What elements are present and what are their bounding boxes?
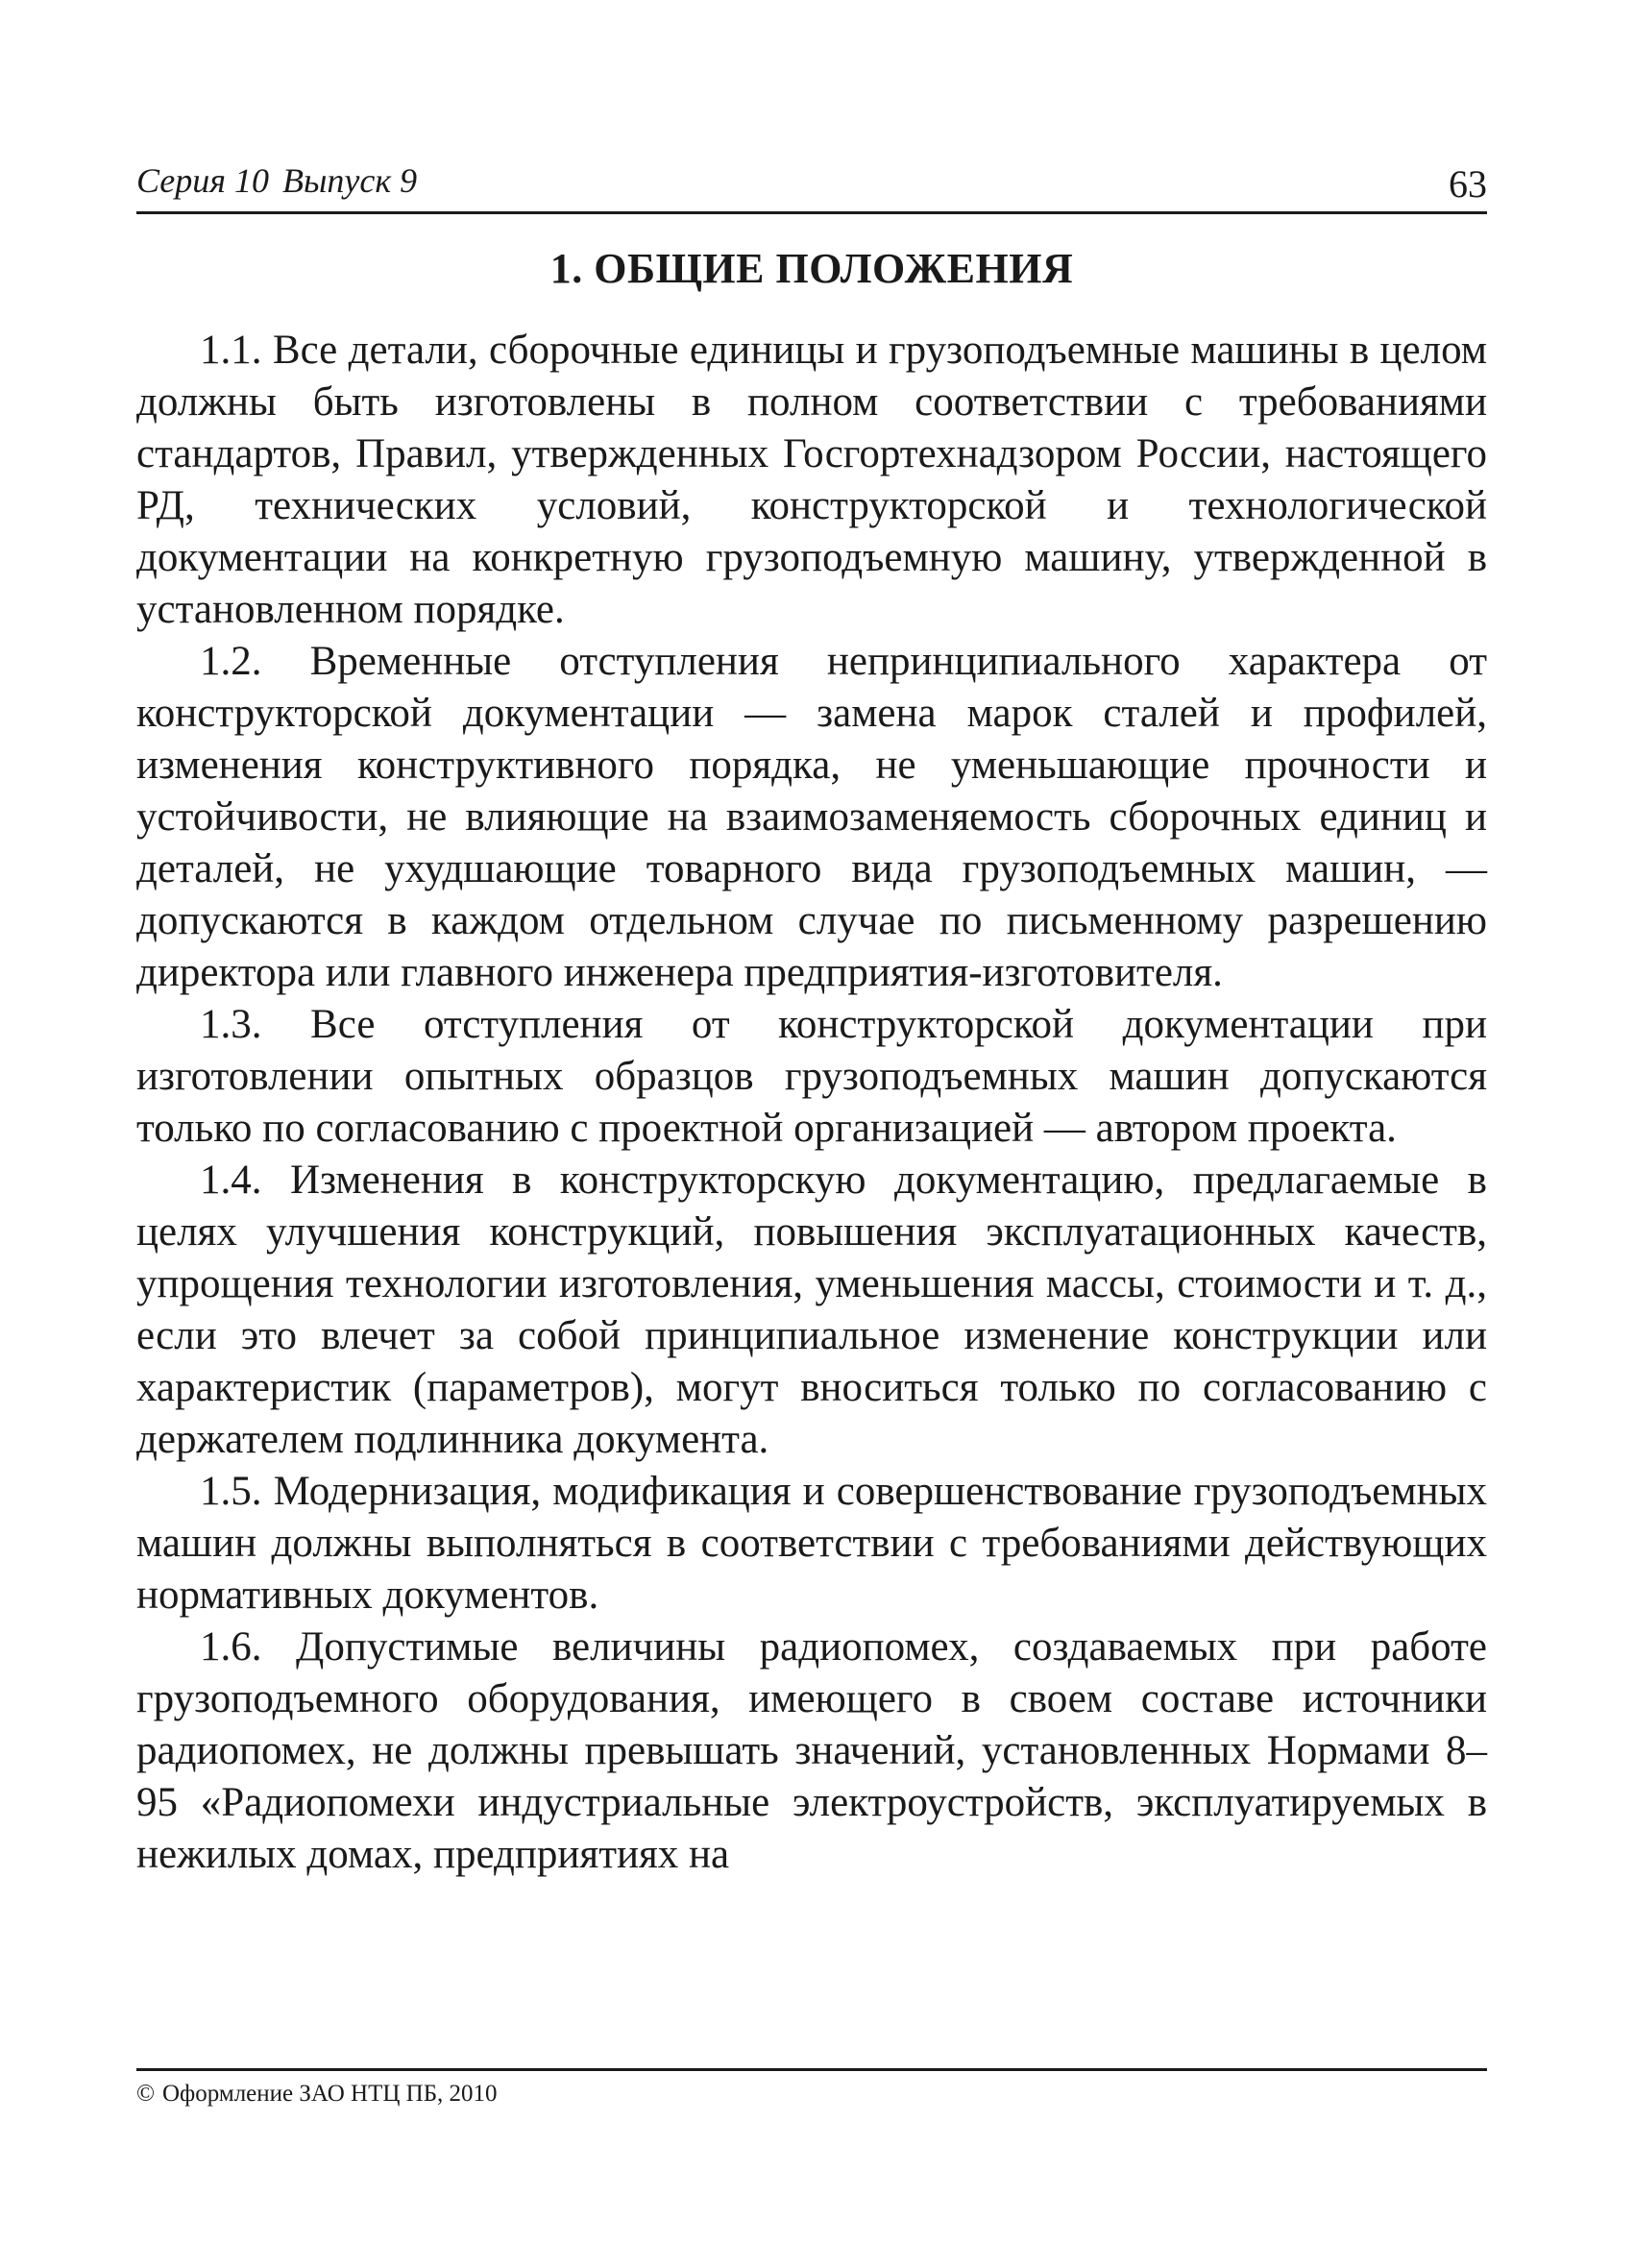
paragraph-1-6: 1.6. Допустимые величины радиопомех, создаваемых при работе грузоподъемного оборудования, имеющего в своем составе источники радиопомех, не должны превышать значений, установленных Нормами 8–95 «Радиопомехи индустриальные электроустройств, эксплуатируемых в нежилых домах, предприятиях на (136, 1624, 1487, 1877)
header-divider (136, 211, 1487, 214)
paragraph-1-5: 1.5. Модернизация, модификация и совершенствование грузоподъемных машин должны выполняться в соответствии с требованиями действующих нормативных документов. (136, 1469, 1487, 1618)
section-title: 1. ОБЩИЕ ПОЛОЖЕНИЯ (549, 245, 1074, 292)
paragraph-1-4: 1.4. Изменения в конструкторскую документацию, предлагаемые в целях улучшения конструкций, повышения эксплуатационных качеств, упрощения технологии изготовления, уменьшения массы, стоимости и т. д., если это влечет за собой принципиальное изменение конструкции или характеристик (параметров), могут вноситься только по согласованию с держателем подлинника документа. (136, 1158, 1487, 1462)
paragraph-1-3: 1.3. Все отступления от конструкторской документации при изготовлении опытных образцов грузоподъемных машин допускаются только по согласованию с проектной организацией — автором проекта. (136, 1002, 1487, 1151)
footer-divider (136, 2068, 1487, 2071)
paragraph-1-2: 1.2. Временные отступления непринципиального характера от конструкторской документации — замена марок сталей и профилей, изменения конструктивного порядка, не уменьшающие прочности и устойчивости, не влияющие на взаимозаменяемость сборочных единиц и деталей, не ухудшающие товарного вида грузоподъемных машин, — допускаются в каждом отдельном случае по письменному разрешению директора или главного инженера предприятия-изготовителя. (136, 639, 1487, 995)
copyright-symbol: © (136, 2081, 155, 2107)
body-text (136, 325, 1487, 1881)
footer-text: Оформление ЗАО НТЦ ПБ, 2010 (162, 2081, 498, 2107)
paragraph-1-1: 1.1. Все детали, сборочные единицы и грузоподъемные машины в целом должны быть изготовлены в полном соответствии с требованиями стандартов, Правил, утвержденных Госгортехнадзором России, настоящего РД, технических условий, конструкторской и технологической документации на конкретную грузоподъемную машину, утвержденной в установленном порядке. (136, 328, 1487, 632)
series-label: Серия 10 (136, 161, 269, 200)
running-header (136, 159, 1487, 217)
series-info (136, 159, 417, 202)
issue-label: Выпуск 9 (281, 161, 418, 200)
footer-note (136, 2080, 498, 2109)
page-number: 63 (1449, 162, 1487, 206)
